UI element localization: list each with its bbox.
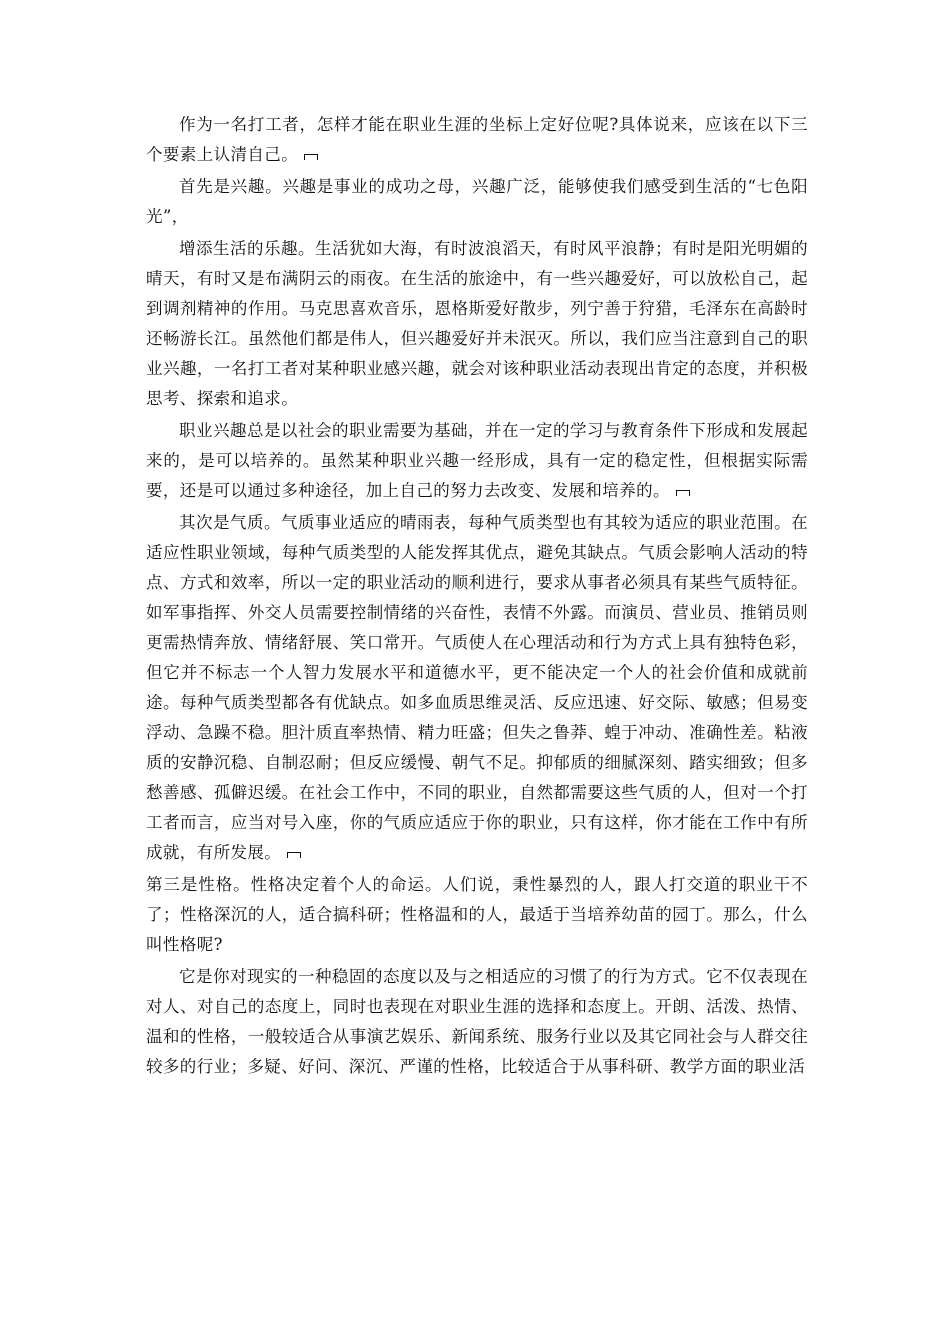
paragraph-character-body	[146, 962, 808, 1082]
paragraph-interest-heading	[146, 172, 808, 232]
paragraph-text: 首先是兴趣。兴趣是事业的成功之母，兴趣广泛，能够使我们感受到生活的“七色阳光”，	[146, 177, 808, 226]
paragraph-temperament	[146, 508, 808, 868]
paragraph-text: 作为一名打工者，怎样才能在职业生涯的坐标上定好位呢?具体说来，应该在以下三个要素上认清自己。	[146, 115, 808, 164]
paragraph-mark-icon	[287, 852, 301, 859]
paragraph-interest-body	[146, 234, 808, 414]
paragraph-text: 职业兴趣总是以社会的职业需要为基础，并在一定的学习与教育条件下形成和发展起来的，是可以培养的。虽然某种职业兴趣一经形成，具有一定的稳定性，但根据实际需要，还是可以通过多种途径，加上自己的努力去改变、发展和培养的。	[146, 421, 808, 500]
paragraph-mark-icon	[304, 154, 318, 161]
paragraph-mark-icon	[676, 490, 690, 497]
paragraph-text: 第三是性格。性格决定着个人的命运。人们说，秉性暴烈的人，跟人打交道的职业干不了；性格深沉的人，适合搞科研；性格温和的人，最适于当培养幼苗的园丁。那么，什么叫性格呢?	[146, 875, 808, 954]
paragraph-interest-cultivation	[146, 416, 808, 506]
document-body	[146, 110, 808, 1084]
paragraph-text: 其次是气质。气质事业适应的晴雨表，每种气质类型也有其较为适应的职业范围。在适应性职业领域，每种气质类型的人能发挥其优点，避免其缺点。气质会影响人活动的特点、方式和效率，所以一定的职业活动的顺利进行，要求从事者必须具有某些气质特征。如军事指挥、外交人员需要控制情绪的兴奋性，表情不外露。而演员、营业员、推销员则更需热情奔放、情绪舒展、笑口常开。气质使人在心理活动和行为方式上具有独特色彩，但它并不标志一个人智力发展水平和道德水平，更不能决定一个人的社会价值和成就前途。每种气质类型都各有优缺点。如多血质思维灵活、反应迅速、好交际、敏感；但易变浮动、急躁不稳。胆汁质直率热情、精力旺盛；但失之鲁莽、蝗于冲动、准确性差。粘液质的安静沉稳、自制忍耐；但反应缓慢、朝气不足。抑郁质的细腻深刻、踏实细致；但多愁善感、孤僻迟缓。在社会工作中，不同的职业，自然都需要这些气质的人，但对一个打工者而言，应当对号入座，你的气质应适应于你的职业，只有这样，你才能在工作中有所成就，有所发展。	[146, 513, 808, 862]
paragraph-text: 增添生活的乐趣。生活犹如大海，有时波浪滔天，有时风平浪静；有时是阳光明媚的晴天，有时又是布满阴云的雨夜。在生活的旅途中，有一些兴趣爱好，可以放松自己，起到调剂精神的作用。马克思喜欢音乐，恩格斯爱好散步，列宁善于狩猎，毛泽东在高龄时还畅游长江。虽然他们都是伟人，但兴趣爱好并未泯灭。所以，我们应当注意到自己的职业兴趣，一名打工者对某种职业感兴趣，就会对该种职业活动表现出肯定的态度，并积极思考、探索和追求。	[146, 239, 808, 408]
paragraph-text: 它是你对现实的一种稳固的态度以及与之相适应的习惯了的行为方式。它不仅表现在对人、对自己的态度上，同时也表现在对职业生涯的选择和态度上。开朗、活泼、热情、温和的性格，一般较适合从事演艺娱乐、新闻系统、服务行业以及其它同社会与人群交往较多的行业；多疑、好问、深沉、严谨的性格，比较适合于从事科研、教学方面的职业活	[146, 967, 808, 1076]
paragraph-intro	[146, 110, 808, 170]
paragraph-character-heading	[146, 870, 808, 960]
